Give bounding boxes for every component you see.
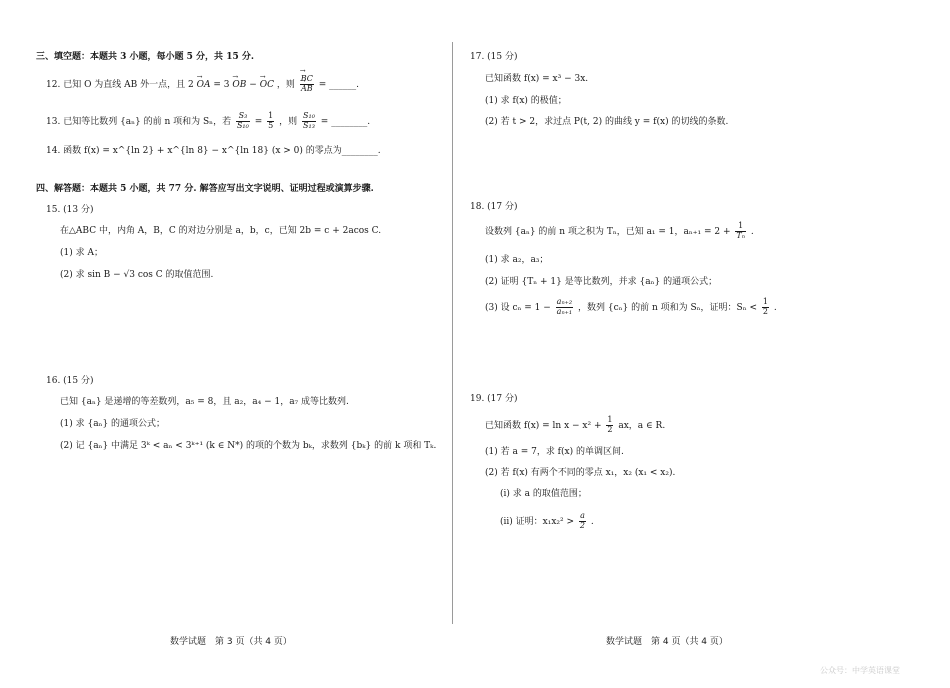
q18-head: 18. (17 分): [470, 202, 518, 212]
q18-part2: (2) 证明 {Tₙ + 1} 是等比数列，并求 {aₙ} 的通项公式；: [485, 277, 718, 287]
q12-text: 已知 O 为直线 AB 外一点，且 2: [63, 79, 194, 90]
q13-then: ，则: [279, 116, 298, 127]
q19-p2ii-num: a: [580, 511, 585, 520]
q12-ab: → AB: [300, 85, 314, 94]
q15-part2: (2) 求 sin B − √3 cos C 的取值范围.: [60, 270, 214, 280]
q13-fraction-1: [236, 112, 250, 131]
q19-fraction: [606, 416, 613, 435]
q18-frac-num: 1: [735, 222, 746, 232]
q19-part2-ii: [500, 512, 594, 531]
q13-fraction-3: [302, 112, 316, 131]
q12-then: ，则: [276, 79, 295, 90]
q18-p3-num: aₙ₊₂: [556, 297, 573, 306]
q18-part3: [485, 298, 777, 317]
question-12: [46, 75, 359, 94]
q16-head: 16. (15 分): [46, 376, 94, 386]
q13-blank: = ________.: [320, 116, 371, 127]
question-13: [46, 112, 370, 131]
column-divider: [452, 42, 453, 624]
q19-stem-end: ax，a ∈ R.: [618, 420, 666, 431]
q18-p3-den: aₙ₊₁: [556, 306, 573, 316]
q13-five: 5: [268, 120, 274, 130]
q19-frac-num: 1: [607, 415, 613, 424]
q19-p2ii-fraction: [579, 512, 586, 531]
q13-eq: =: [254, 116, 263, 127]
q19-stem: [485, 416, 665, 435]
q17-part1: (1) 求 f(x) 的极值；: [485, 96, 567, 106]
q19-frac-den: 2: [607, 424, 613, 434]
q16-part2: (2) 记 {aₙ} 中满足 3ᵏ < aₙ < 3ᵏ⁺¹ (k ∈ N*) 的项的个数为 bₖ，求数列 {bₖ} 的前 k 项和 Tₖ.: [60, 441, 437, 451]
q19-part2: (2) 若 f(x) 有两个不同的零点 x₁，x₂ (x₁ < x₂).: [485, 468, 676, 478]
q18-fraction: [735, 222, 746, 241]
q12-minus: −: [249, 79, 257, 90]
q12-bc: → BC: [300, 75, 314, 85]
q19-head: 19. (17 分): [470, 394, 518, 404]
q12-blank: = ______.: [318, 79, 360, 90]
q12-vector-oa: → OA: [197, 80, 211, 91]
q18-p3-half: [762, 298, 769, 317]
q12-eq: = 3: [213, 79, 230, 90]
q12-vector-ob: → OB: [232, 80, 246, 91]
q13-text: 已知等比数列 {aₙ} 的前 n 项和为 Sₙ，若: [63, 116, 232, 127]
q18-p3-end: .: [773, 302, 777, 313]
q13-s13: S₁₃: [303, 120, 315, 130]
q19-p2ii-den: 2: [579, 520, 585, 530]
q15-head: 15. (13 分): [46, 205, 94, 215]
q17-stem: 已知函数 f(x) = x³ − 3x.: [485, 74, 589, 84]
q19-stem-text: 已知函数 f(x) = ln x − x² +: [485, 420, 602, 431]
watermark: 公众号：中学英语课堂: [820, 666, 900, 675]
footer-page-4: 数学试题 第 4 页（共 4 页）: [606, 637, 728, 647]
q15-stem: 在△ABC 中，内角 A，B，C 的对边分别是 a，b，c，已知 2b = c + 2acos C.: [60, 226, 382, 236]
q18-p3-half-num: 1: [762, 297, 768, 306]
q13-fraction-2: [267, 112, 274, 131]
q18-stem-text: 设数列 {aₙ} 的前 n 项之积为 Tₙ，已知 a₁ = 1，aₙ₊₁ = 2 +: [485, 226, 731, 237]
q19-p2ii-text: (ⅱ) 证明：x₁x₂² >: [500, 516, 575, 527]
q18-part1: (1) 求 a₂，a₃；: [485, 255, 549, 265]
section-4-title: 四、解答题：本题共 5 小题，共 77 分. 解答应写出文字说明、证明过程或演算步骤.: [36, 184, 374, 194]
q18-p3-mid: ，数列 {cₙ} 的前 n 项和为 Sₙ，证明：Sₙ <: [578, 302, 758, 313]
q12-number: 12.: [46, 79, 61, 90]
q18-stem-end: .: [750, 226, 754, 237]
q18-p3-half-den: 2: [762, 306, 768, 316]
q18-p3-text: (3) 设 cₙ = 1 −: [485, 302, 551, 313]
q13-number: 13.: [46, 116, 61, 127]
q13-one: 1: [268, 111, 274, 120]
q19-p2ii-end: .: [590, 516, 594, 527]
q16-stem: 已知 {aₙ} 是递增的等差数列，a₅ = 8，且 a₂，a₄ − 1，a₇ 成等比数列.: [60, 397, 349, 407]
q13-s10: S₁₀: [236, 120, 249, 130]
section-3-title: 三、填空题：本题共 3 小题，每小题 5 分，共 15 分.: [36, 52, 254, 62]
q12-vector-oc: → OC: [260, 80, 274, 91]
q18-stem: [485, 222, 754, 241]
q17-head: 17. (15 分): [470, 52, 518, 62]
q18-p3-fraction: [556, 298, 573, 317]
question-14: 14. 函数 f(x) = x^{ln 2} + x^{ln 8} − x^{ln 18} (x > 0) 的零点为________.: [46, 146, 381, 156]
q19-part2-i: (ⅰ) 求 a 的取值范围；: [500, 489, 587, 499]
q13-s10b: S₁₀: [303, 111, 315, 120]
q19-part1: (1) 若 a = 7，求 f(x) 的单调区间.: [485, 447, 624, 457]
q12-fraction: [300, 75, 314, 94]
q18-frac-den: Tₙ: [736, 230, 745, 240]
q17-part2: (2) 若 t > 2，求过点 P(t, 2) 的曲线 y = f(x) 的切线的条数.: [485, 117, 729, 127]
q15-part1: (1) 求 A；: [60, 248, 103, 258]
q13-s3: S₃: [236, 112, 250, 122]
footer-page-3: 数学试题 第 3 页（共 4 页）: [170, 637, 292, 647]
q16-part1: (1) 求 {aₙ} 的通项公式；: [60, 419, 166, 429]
